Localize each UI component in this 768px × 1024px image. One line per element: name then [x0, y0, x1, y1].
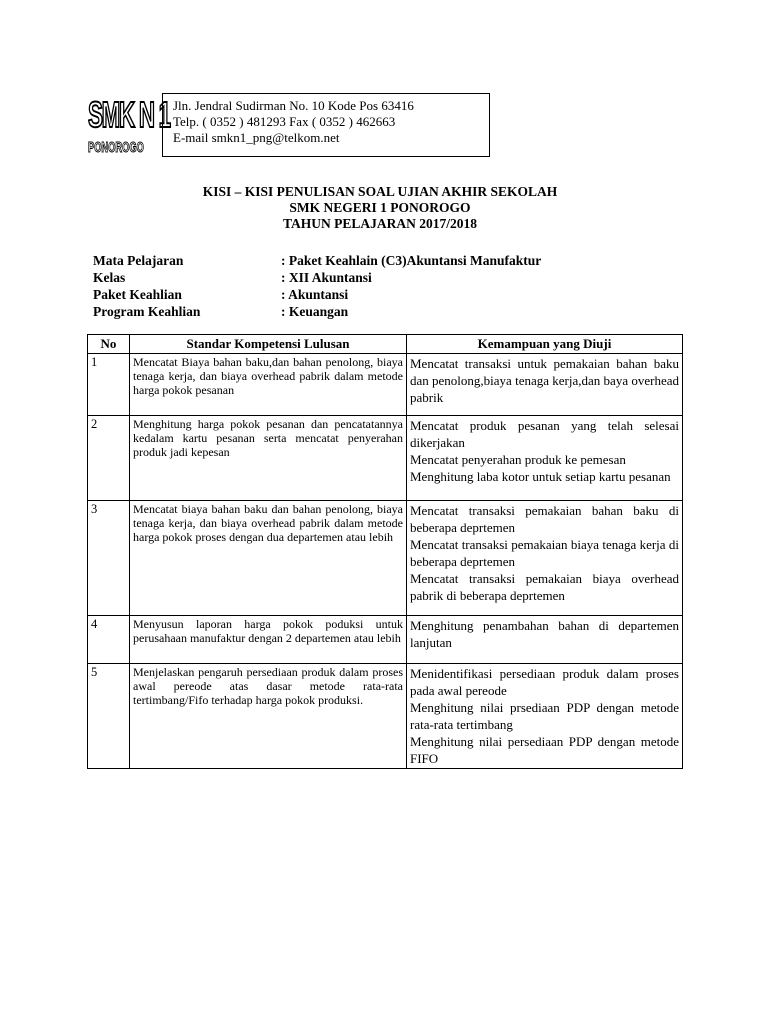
ability-item: Menghitung nilai persediaan PDP dengan metode FIFO	[410, 734, 679, 766]
address-phone: Telp. ( 0352 ) 481293 Fax ( 0352 ) 462663	[173, 114, 396, 129]
info-row-subject	[93, 252, 541, 269]
ability-item: Menidentifikasi persediaan produk dalam proses pada awal pereode	[410, 666, 679, 698]
logo-school-name: SMK N 1	[88, 94, 170, 135]
row-abilities	[407, 416, 683, 501]
address-street: Jln. Jendral Sudirman No. 10 Kode Pos 63416	[173, 98, 414, 113]
address-email: E-mail smkn1_png@telkom.net	[173, 130, 340, 145]
ability-item: Mencatat penyerahan produk ke pemesan	[410, 452, 626, 467]
row-competency: Menghitung harga pokok pesanan dan pencatatannya kedalam kartu pesanan serta mencatat penyerahan produk jadi kepesan	[130, 416, 407, 501]
row-competency: Mencatat Biaya bahan baku,dan bahan penolong, biaya tenaga kerja, dan biaya overhead pabrik dalam metode harga pokok pesanan	[130, 354, 407, 416]
logo-city: PONOROGO	[88, 139, 144, 156]
ability-item: Menghitung penambahan bahan di departemen lanjutan	[410, 618, 679, 650]
row-abilities	[407, 664, 683, 769]
info-row-class	[93, 269, 541, 286]
row-number: 2	[88, 416, 130, 501]
info-value: : Keuangan	[281, 304, 349, 319]
info-label: Kelas	[93, 270, 126, 285]
subject-info	[93, 252, 541, 320]
table-row	[88, 664, 683, 769]
school-logo	[88, 90, 170, 160]
table-row	[88, 354, 683, 416]
table-row	[88, 416, 683, 501]
row-number: 4	[88, 616, 130, 664]
info-label: Program Keahlian	[93, 304, 201, 319]
academic-year: TAHUN PELAJARAN 2017/2018	[282, 216, 477, 231]
row-abilities	[407, 354, 683, 416]
info-value: : Paket Keahlain (C3)Akuntansi Manufaktur	[281, 253, 542, 268]
row-number: 5	[88, 664, 130, 769]
info-row-program	[93, 303, 541, 320]
ability-item: Mencatat transaksi untuk pemakaian bahan baku dan penolong,biaya tenaga kerja,dan baya overhead pabrik	[410, 356, 679, 405]
document-titles	[0, 184, 768, 232]
ability-item: Menghitung laba kotor untuk setiap kartu pesanan	[410, 469, 671, 484]
ability-item: Mencatat transaksi pemakaian biaya tenaga kerja di beberapa deprtemen	[410, 537, 679, 569]
info-value: : XII Akuntansi	[281, 270, 372, 285]
row-number: 3	[88, 501, 130, 616]
header-no: No	[88, 335, 130, 354]
table-header-row	[88, 335, 683, 354]
header-kd: Kemampuan yang Diuji	[407, 335, 683, 354]
row-competency: Menjelaskan pengaruh persediaan produk dalam proses awal pereode atas dasar metode rata-rata tertimbang/Fifo terhadap harga pokok produksi.	[130, 664, 407, 769]
ability-item: Menghitung nilai prsediaan PDP dengan metode rata-rata tertimbang	[410, 700, 679, 732]
row-abilities	[407, 616, 683, 664]
info-label: Paket Keahlian	[93, 287, 182, 302]
document-title: KISI – KISI PENULISAN SOAL UJIAN AKHIR SEKOLAH	[202, 184, 558, 199]
info-value: : Akuntansi	[281, 287, 349, 302]
ability-item: Mencatat transaksi pemakaian biaya overhead pabrik di beberapa deprtemen	[410, 571, 679, 603]
row-abilities	[407, 501, 683, 616]
info-label: Mata Pelajaran	[93, 253, 184, 268]
table-row	[88, 501, 683, 616]
table-row	[88, 616, 683, 664]
row-competency: Menyusun laporan harga pokok poduksi untuk perusahaan manufaktur dengan 2 departemen atau lebih	[130, 616, 407, 664]
ability-item: Mencatat produk pesanan yang telah selesai dikerjakan	[410, 418, 679, 450]
school-name: SMK NEGERI 1 PONOROGO	[289, 200, 471, 215]
info-row-package	[93, 286, 541, 303]
competency-table	[87, 334, 683, 769]
ability-item: Mencatat transaksi pemakaian bahan baku di beberapa deprtemen	[410, 503, 679, 535]
header-skl: Standar Kompetensi Lulusan	[130, 335, 407, 354]
row-number: 1	[88, 354, 130, 416]
address-box	[162, 93, 490, 157]
row-competency: Mencatat biaya bahan baku dan bahan penolong, biaya tenaga kerja, dan biaya overhead pabrik dalam metode harga pokok proses dengan dua departemen atau lebih	[130, 501, 407, 616]
